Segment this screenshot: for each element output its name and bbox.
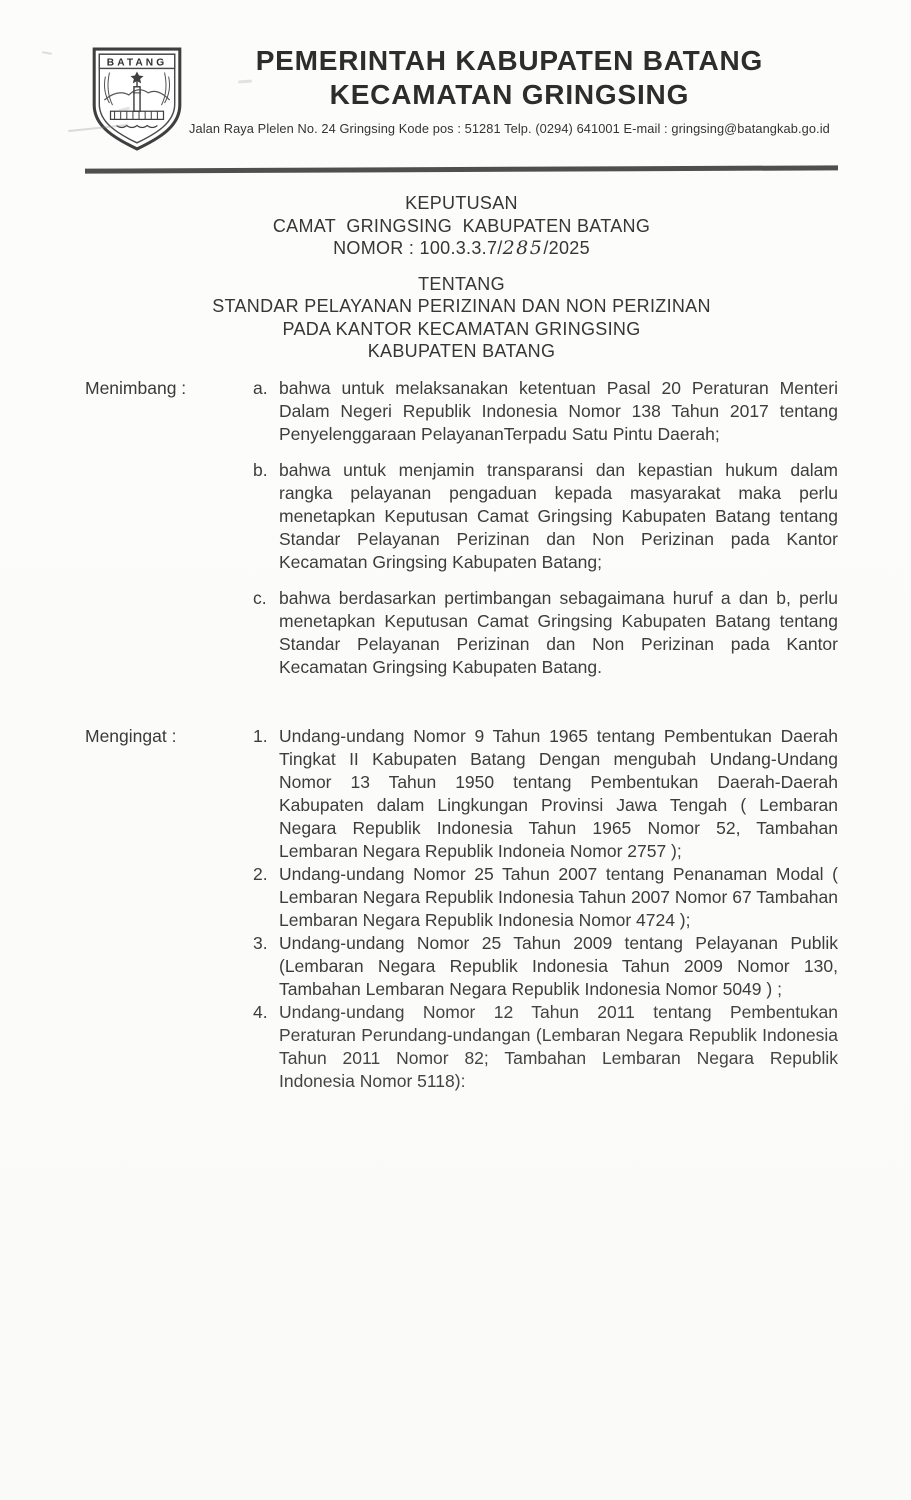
- list-text: Undang-undang Nomor 25 Tahun 2007 tentang Penanaman Modal ( Lembaran Negara Republik Indonesia Tahun 2007 Nomor 67 Tambahan Lembaran Negara Republik Indonesia Nomor 4724 );: [279, 863, 838, 930]
- decree-number-handwritten: 285: [502, 237, 544, 259]
- list-marker: c.: [253, 587, 267, 608]
- list-item: [253, 932, 838, 1001]
- list-text: Undang-undang Nomor 9 Tahun 1965 tentang Pembentukan Daerah Tingkat II Kabupaten Batang Dengan mengubah Undang-Undang Nomor 13 Tahun 1950 tentang Pembentukan Daerah-Daerah Kabupaten dalam Lingkungan Provinsi Jawa Tengah ( Lembaran Negara Republik Indonesia Tahun 1965 Nomor 52, Tambahan Lembaran Negara Republik Indoneia Nomor 2757 );: [279, 725, 838, 861]
- menimbang-section: [85, 377, 838, 679]
- list-item: [253, 377, 838, 446]
- subject-line-3: KABUPATEN BATANG: [367, 341, 556, 361]
- letterhead-divider: [85, 165, 838, 173]
- list-item: [253, 459, 838, 574]
- list-item: [253, 1001, 838, 1093]
- menimbang-items: [253, 377, 838, 679]
- list-marker: 3.: [253, 932, 268, 953]
- batang-emblem-logo: [85, 46, 189, 152]
- district-name: KECAMATAN GRINGSING: [329, 79, 690, 110]
- list-marker: a.: [253, 377, 268, 398]
- mengingat-label: Mengingat :: [85, 725, 177, 746]
- decree-number: [85, 237, 838, 260]
- mengingat-section: [85, 725, 838, 1093]
- list-marker: b.: [253, 459, 268, 480]
- shield-icon: [85, 46, 189, 152]
- list-marker: 2.: [253, 863, 268, 884]
- list-item: [253, 863, 838, 932]
- list-item: [253, 725, 838, 863]
- list-marker: 1.: [253, 725, 268, 746]
- list-text: Undang-undang Nomor 12 Tahun 2011 tentang Pembentukan Peraturan Perundang-undangan (Lembaran Negara Republik Indonesia Tahun 2011 Nomor 82; Tambahan Lembaran Negara Republik Indonesia Nomor 5118):: [279, 1001, 838, 1091]
- letterhead-text: [189, 44, 842, 136]
- list-text: bahwa untuk menjamin transparansi dan kepastian hukum dalam rangka pelayanan pengaduan kepada masyarakat maka perlu menetapkan Keputusan Camat Gringsing Kabupaten Batang tentang Standar Pelayanan Perizinan dan Non Perizinan pada Kantor Kecamatan Gringsing Kabupaten Batang;: [279, 459, 838, 572]
- menimbang-label: Menimbang :: [85, 377, 187, 398]
- decree-heading: KEPUTUSAN: [405, 193, 518, 213]
- scan-smudge: [42, 51, 52, 55]
- tentang-label: TENTANG: [418, 273, 505, 294]
- logo-banner-text: BATANG: [106, 57, 168, 69]
- list-text: bahwa berdasarkan pertimbangan sebagaimana huruf a dan b, perlu menetapkan Keputusan Camat Gringsing Kabupaten Batang tentang Standar Pelayanan Perizinan dan Non Perizinan pada Kantor Kecamatan Gringsing Kabupaten Batang.: [279, 587, 838, 677]
- list-text: bahwa untuk melaksanakan ketentuan Pasal 20 Peraturan Menteri Dalam Negeri Republik Indonesia Nomor 138 Tahun 2017 tentang Penyelenggaraan PelayananTerpadu Satu Pintu Daerah;: [279, 377, 838, 444]
- decree-number-suffix: /2025: [543, 238, 590, 258]
- subject-line-1: STANDAR PELAYANAN PERIZINAN DAN NON PERIZINAN: [212, 296, 711, 316]
- subject-line-2: PADA KANTOR KECAMATAN GRINGSING: [282, 318, 641, 339]
- list-text: Undang-undang Nomor 25 Tahun 2009 tentang Pelayanan Publik (Lembaran Negara Republik Indonesia Tahun 2009 Nomor 130, Tambahan Lembaran Negara Republik Indonesia Nomor 5049 ) ;: [279, 932, 838, 999]
- mengingat-items: [253, 725, 838, 1093]
- decree-title-block: [85, 192, 838, 363]
- letterhead: [85, 42, 838, 152]
- list-marker: 4.: [253, 1001, 268, 1022]
- address-line: Jalan Raya Plelen No. 24 Gringsing Kode pos : 51281 Telp. (0294) 641001 E-mail : gringsing@batangkab.go.id: [189, 121, 830, 136]
- list-item: [253, 587, 838, 679]
- decree-issuer: CAMAT GRINGSING KABUPATEN BATANG: [272, 215, 651, 236]
- government-name: PEMERINTAH KABUPATEN BATANG: [255, 45, 764, 76]
- decree-number-prefix: NOMOR : 100.3.3.7/: [333, 238, 503, 258]
